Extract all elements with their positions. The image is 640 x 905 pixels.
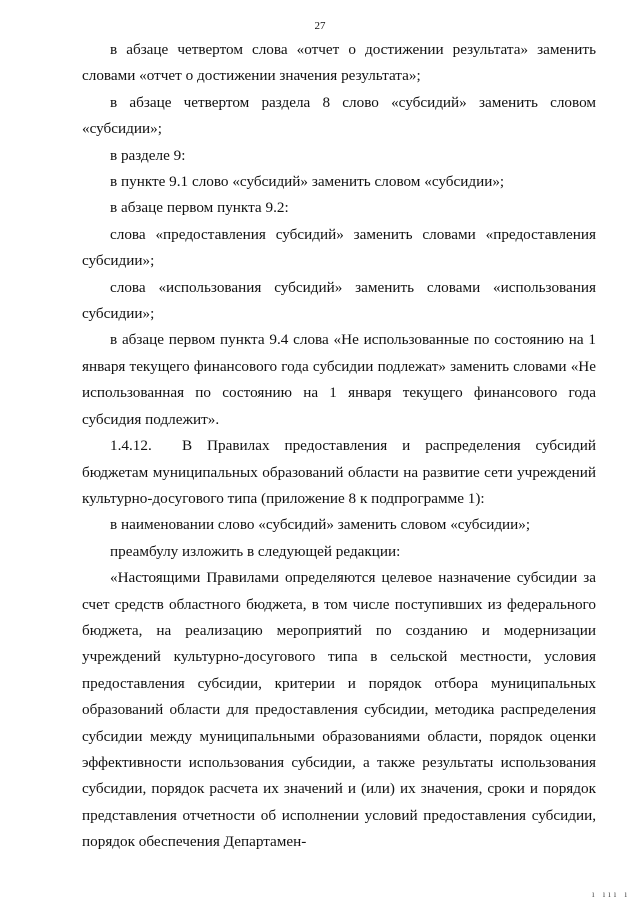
paragraph-11: преамбулу изложить в следующей редакции: [110,542,401,560]
clause-number: 1.4.12. [110,437,152,455]
paragraph-4: в пункте 9.1 слово «субсидий» заменить словом «субсидии»; [110,173,505,191]
paragraph-10: в наименовании слово «субсидий» заменить словом «субсидии»; [110,516,531,534]
paragraph-9 [82,433,596,512]
paragraph-6: слова «предоставления субсидий» заменить словами «предоставления субсидии»; [82,225,596,270]
document-body [82,37,596,856]
paragraph-8: в абзаце первом пункта 9.4 слова «Не использованные по состоянию на 1 января текущего финансового года субсидии подлежат» заменить словами «Не использованная по состоянию на 1 января текущего финансового года субсидия подлежит». [82,331,596,428]
paragraph-12: «Настоящими Правилами определяются целевое назначение субсидии за счет средств областного бюджета, в том числе поступивших из федерального бюджета, на реализацию мероприятий по созданию и модернизации учреждений культурно-досугового типа в сельской местности, условия предоставления субсидии, критерии и порядок отбора муниципальных образований области для предоставления субсидии, методика распределения субсидии между муниципальными образованиями области, порядок оценки эффективности использования субсидии, а также результаты использования субсидии, порядок расчета их значений и (или) их значения, сроки и порядок представления отчетности об исполнении условий предоставления субсидии, порядок обеспечения Департамен- [82,569,596,851]
paragraph-7: слова «использования субсидий» заменить словами «использования субсидии»; [82,278,596,323]
paragraph-9-text: В Правилах предоставления и распределения субсидий бюджетам муниципальных образований области на развитие сети учреждений культурно-досугового типа (приложение 8 к подпрограмме 1): [82,437,596,507]
paragraph-2: в абзаце четвертом раздела 8 слово «субсидий» заменить словом «субсидии»; [82,93,596,138]
paragraph-1: в абзаце четвертом слова «отчет о достижении результата» заменить словами «отчет о достижении значения результата»; [82,41,596,85]
paragraph-3: в разделе 9: [110,146,186,164]
page-number: 27 [314,20,326,32]
scan-marks: ı ııı ı [591,889,630,899]
paragraph-5: в абзаце первом пункта 9.2: [110,199,289,217]
